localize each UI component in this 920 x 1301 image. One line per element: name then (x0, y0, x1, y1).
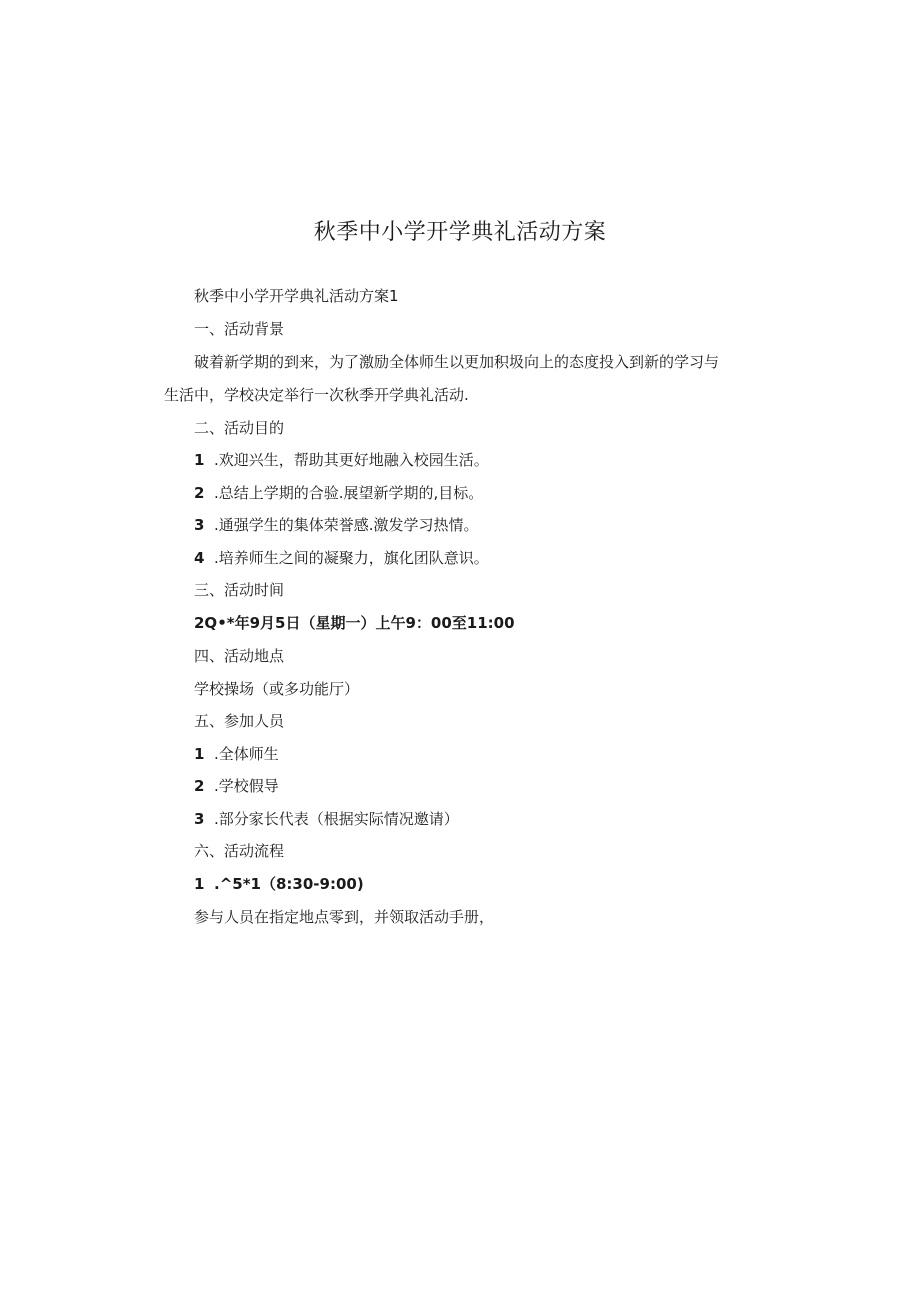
list-item (194, 809, 459, 829)
list-item-text: .^5*1（8:30-9:00) (214, 875, 364, 893)
list-item-text: .部分家长代表（根据实际情况邀请） (214, 810, 459, 828)
section-heading-flow: 六、活动流程 (194, 842, 285, 860)
list-item-text: .总结上学期的合验.展望新学期的,目标。 (214, 484, 484, 502)
list-item-text: .欢迎兴生，帮助其更好地融入校园生活。 (214, 451, 489, 469)
document-subtitle: 秋季中小学开学典礼活动方案1 (194, 287, 399, 305)
list-item-number: 3 (194, 810, 205, 828)
section-heading-goals: 二、活动目的 (194, 419, 285, 437)
list-item (194, 450, 489, 470)
list-item (194, 515, 479, 535)
list-item (194, 483, 483, 503)
activity-place-value: 学校操场（或多功能厅） (194, 680, 360, 698)
list-item-text: .全体师生 (214, 745, 279, 763)
list-item-number: 1 (194, 451, 205, 469)
section-heading-people: 五、参加人员 (194, 712, 285, 730)
list-item (194, 548, 489, 568)
document-title: 秋季中小学开学典礼活动方案 (313, 220, 607, 245)
list-item-number: 1 (194, 875, 205, 893)
list-item-number: 3 (194, 516, 205, 534)
section-heading-time: 三、活动时间 (194, 581, 285, 599)
list-item-text: .学校假导 (214, 777, 279, 795)
list-item-text: .通强学生的集体荣誉感.激发学习热情。 (214, 516, 479, 534)
background-paragraph-line-2: 生活中，学校决定举行一次秋季开学典礼活动. (164, 386, 469, 404)
list-item-text: .培养师生之间的凝聚力，旗化团队意识。 (214, 549, 489, 567)
list-item-number: 1 (194, 745, 205, 763)
list-item (194, 744, 279, 764)
list-item-number: 4 (194, 549, 205, 567)
background-paragraph-line-1: 破着新学期的到来，为了激励全体师生以更加积圾向上的态度投入到新的学习与 (194, 353, 720, 371)
list-item (194, 874, 364, 894)
activity-time-value: 2Q•*年9月5日（星期一）上午9：00至11:00 (194, 614, 515, 632)
list-item-number: 2 (194, 777, 205, 795)
list-item-number: 2 (194, 484, 205, 502)
section-heading-background: 一、活动背景 (194, 320, 285, 338)
section-heading-place: 四、活动地点 (194, 647, 285, 665)
flow-paragraph: 参与人员在指定地点零到，并领取活动手册， (194, 908, 495, 926)
list-item (194, 776, 279, 796)
